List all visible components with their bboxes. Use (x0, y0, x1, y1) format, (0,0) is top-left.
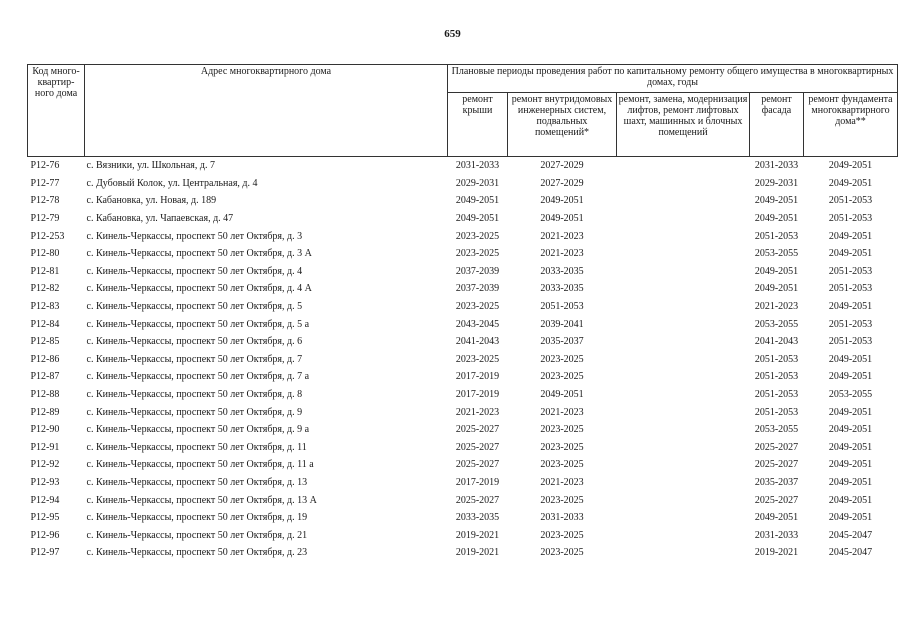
table-row (28, 227, 898, 245)
cell-code: P12-78 (30, 195, 60, 207)
cell-foundation: 2049-2051 (828, 406, 873, 418)
table-row (28, 368, 898, 386)
cell-roof: 2019-2021 (455, 547, 500, 559)
cell-lifts (617, 175, 750, 193)
cell-engineering: 2021-2023 (540, 230, 584, 242)
cell-roof: 2019-2021 (455, 529, 500, 541)
cell-engineering: 2049-2051 (540, 213, 584, 225)
cell-lifts (617, 192, 750, 210)
cell-address: с. Кинель-Черкассы, проспект 50 лет Октября, д. 23 (86, 547, 308, 559)
table-row (28, 315, 898, 333)
table-row (28, 421, 898, 439)
cell-engineering: 2033-2035 (540, 283, 584, 295)
cell-address: с. Кинель-Черкассы, проспект 50 лет Октября, д. 7 а (86, 371, 310, 383)
cell-foundation: 2051-2053 (828, 213, 873, 225)
header-roof: ремонт крыши (448, 93, 508, 157)
cell-roof: 2025-2027 (455, 459, 500, 471)
cell-code: P12-94 (30, 494, 60, 506)
cell-foundation: 2045-2047 (828, 547, 873, 559)
cell-facade: 2025-2027 (754, 441, 799, 453)
cell-code: P12-81 (30, 265, 60, 277)
cell-lifts (617, 227, 750, 245)
cell-lifts (617, 280, 750, 298)
header-address: Адрес многоквартирного дома (85, 65, 448, 157)
cell-facade: 2019-2021 (754, 547, 799, 559)
cell-code: P12-80 (30, 248, 60, 260)
table-row (28, 263, 898, 281)
cell-lifts (617, 263, 750, 281)
table-row (28, 351, 898, 369)
cell-engineering: 2049-2051 (540, 195, 584, 207)
cell-engineering: 2023-2025 (540, 547, 584, 559)
cell-code: P12-82 (30, 283, 60, 295)
cell-engineering: 2051-2053 (540, 301, 584, 313)
cell-address: с. Кинель-Черкассы, проспект 50 лет Октября, д. 11 а (86, 459, 314, 471)
cell-facade: 2051-2053 (754, 371, 799, 383)
cell-code: P12-77 (30, 177, 60, 189)
cell-code: P12-93 (30, 476, 60, 488)
cell-address: с. Кинель-Черкассы, проспект 50 лет Октября, д. 4 (86, 265, 303, 277)
cell-facade: 2021-2023 (754, 301, 799, 313)
cell-lifts (617, 315, 750, 333)
cell-facade: 2049-2051 (754, 512, 799, 524)
cell-facade: 2031-2033 (754, 529, 799, 541)
cell-address: с. Кинель-Черкассы, проспект 50 лет Октября, д. 9 (86, 406, 303, 418)
cell-code: P12-85 (30, 336, 60, 348)
cell-code: P12-79 (30, 213, 60, 225)
cell-foundation: 2049-2051 (828, 459, 873, 471)
cell-facade: 2051-2053 (754, 353, 799, 365)
header-foundation: ремонт фундамента многоквартирного дома** (804, 93, 898, 157)
cell-facade: 2051-2053 (754, 230, 799, 242)
cell-code: P12-86 (30, 353, 60, 365)
cell-address: с. Кинель-Черкассы, проспект 50 лет Октября, д. 3 А (86, 248, 312, 260)
cell-roof: 2031-2033 (455, 160, 500, 172)
cell-lifts (617, 386, 750, 404)
table-row (28, 245, 898, 263)
cell-foundation: 2049-2051 (828, 494, 873, 506)
header-lifts: ремонт, замена, модернизация лифтов, ремонт лифтовых шахт, машинных и блочных помещений (617, 93, 750, 157)
cell-foundation: 2049-2051 (828, 248, 873, 260)
cell-lifts (617, 245, 750, 263)
cell-code: P12-91 (30, 441, 60, 453)
page-number: 659 (444, 28, 461, 40)
cell-engineering: 2023-2025 (540, 424, 584, 436)
cell-facade: 2029-2031 (754, 177, 799, 189)
table-row (28, 298, 898, 316)
cell-lifts (617, 403, 750, 421)
cell-code: P12-88 (30, 389, 60, 401)
cell-lifts (617, 456, 750, 474)
cell-engineering: 2023-2025 (540, 459, 584, 471)
cell-code: P12-89 (30, 406, 60, 418)
cell-facade: 2053-2055 (754, 424, 799, 436)
cell-address: с. Кинель-Черкассы, проспект 50 лет Октября, д. 4 А (86, 283, 312, 295)
cell-lifts (617, 509, 750, 527)
cell-facade: 2041-2043 (754, 336, 799, 348)
cell-facade: 2025-2027 (754, 494, 799, 506)
cell-code: P12-83 (30, 301, 60, 313)
cell-facade: 2049-2051 (754, 265, 799, 277)
cell-address: с. Кинель-Черкассы, проспект 50 лет Октября, д. 6 (86, 336, 303, 348)
cell-lifts (617, 421, 750, 439)
cell-roof: 2025-2027 (455, 424, 500, 436)
cell-foundation: 2049-2051 (828, 301, 873, 313)
cell-address: с. Кинель-Черкассы, проспект 50 лет Октября, д. 3 (86, 230, 303, 242)
cell-address: с. Кинель-Черкассы, проспект 50 лет Октября, д. 21 (86, 529, 308, 541)
cell-facade: 2051-2053 (754, 389, 799, 401)
table-row (28, 192, 898, 210)
cell-address: с. Кинель-Черкассы, проспект 50 лет Октября, д. 8 (86, 389, 303, 401)
cell-foundation: 2051-2053 (828, 283, 873, 295)
cell-lifts (617, 157, 750, 175)
table-row (28, 386, 898, 404)
cell-lifts (617, 210, 750, 228)
cell-address: с. Дубовый Колок, ул. Центральная, д. 4 (86, 177, 258, 189)
cell-foundation: 2049-2051 (828, 476, 873, 488)
cell-foundation: 2051-2053 (828, 265, 873, 277)
cell-code: P12-84 (30, 318, 60, 330)
cell-lifts (617, 474, 750, 492)
table-row (28, 439, 898, 457)
cell-engineering: 2023-2025 (540, 494, 584, 506)
cell-address: с. Кинель-Черкассы, проспект 50 лет Октября, д. 9 а (86, 424, 310, 436)
cell-address: с. Кабановка, ул. Чапаевская, д. 47 (86, 213, 234, 225)
table-body (28, 157, 898, 562)
cell-address: с. Кинель-Черкассы, проспект 50 лет Октября, д. 7 (86, 353, 303, 365)
cell-facade: 2049-2051 (754, 283, 799, 295)
cell-foundation: 2049-2051 (828, 512, 873, 524)
cell-lifts (617, 526, 750, 544)
cell-address: с. Кинель-Черкассы, проспект 50 лет Октября, д. 5 (86, 301, 303, 313)
cell-roof: 2023-2025 (455, 248, 500, 260)
cell-code: P12-92 (30, 459, 60, 471)
header-engineering: ремонт внутридомовых инженерных систем, подвальных помещений* (508, 93, 617, 157)
cell-engineering: 2049-2051 (540, 389, 584, 401)
cell-lifts (617, 368, 750, 386)
cell-roof: 2037-2039 (455, 265, 500, 277)
table-row (28, 544, 898, 562)
table-row (28, 526, 898, 544)
cell-roof: 2037-2039 (455, 283, 500, 295)
cell-facade: 2035-2037 (754, 476, 799, 488)
cell-foundation: 2049-2051 (828, 177, 873, 189)
cell-facade: 2025-2027 (754, 459, 799, 471)
cell-foundation: 2049-2051 (828, 353, 873, 365)
cell-roof: 2023-2025 (455, 230, 500, 242)
cell-engineering: 2027-2029 (540, 177, 584, 189)
table-row (28, 157, 898, 175)
table-row (28, 491, 898, 509)
cell-facade: 2031-2033 (754, 160, 799, 172)
cell-foundation: 2049-2051 (828, 441, 873, 453)
cell-foundation: 2049-2051 (828, 230, 873, 242)
cell-code: P12-90 (30, 424, 60, 436)
cell-roof: 2017-2019 (455, 476, 500, 488)
cell-address: с. Кинель-Черкассы, проспект 50 лет Октября, д. 5 а (86, 318, 310, 330)
cell-lifts (617, 333, 750, 351)
cell-code: P12-95 (30, 512, 60, 524)
cell-engineering: 2027-2029 (540, 160, 584, 172)
cell-address: с. Кинель-Черкассы, проспект 50 лет Октября, д. 13 (86, 476, 308, 488)
cell-code: P12-253 (30, 230, 65, 242)
cell-engineering: 2021-2023 (540, 248, 584, 260)
cell-engineering: 2023-2025 (540, 371, 584, 383)
cell-engineering: 2039-2041 (540, 318, 584, 330)
cell-engineering: 2021-2023 (540, 476, 584, 488)
table-row (28, 509, 898, 527)
cell-lifts (617, 544, 750, 562)
cell-code: P12-76 (30, 160, 60, 172)
cell-roof: 2029-2031 (455, 177, 500, 189)
cell-foundation: 2049-2051 (828, 371, 873, 383)
header-code: Код много-квартир-ного дома (28, 65, 85, 157)
table-row (28, 403, 898, 421)
cell-lifts (617, 351, 750, 369)
cell-code: P12-96 (30, 529, 60, 541)
cell-foundation: 2045-2047 (828, 529, 873, 541)
cell-foundation: 2049-2051 (828, 160, 873, 172)
cell-lifts (617, 439, 750, 457)
cell-engineering: 2023-2025 (540, 529, 584, 541)
table-row (28, 175, 898, 193)
cell-foundation: 2053-2055 (828, 389, 873, 401)
cell-engineering: 2023-2025 (540, 353, 584, 365)
cell-facade: 2051-2053 (754, 406, 799, 418)
cell-lifts (617, 491, 750, 509)
cell-engineering: 2033-2035 (540, 265, 584, 277)
cell-facade: 2053-2055 (754, 318, 799, 330)
table-row (28, 280, 898, 298)
cell-roof: 2041-2043 (455, 336, 500, 348)
cell-address: с. Кинель-Черкассы, проспект 50 лет Октября, д. 11 (86, 441, 307, 453)
cell-roof: 2049-2051 (455, 195, 500, 207)
table-row (28, 456, 898, 474)
cell-engineering: 2021-2023 (540, 406, 584, 418)
cell-address: с. Кинель-Черкассы, проспект 50 лет Октября, д. 13 А (86, 494, 317, 506)
cell-roof: 2017-2019 (455, 371, 500, 383)
cell-address: с. Кабановка, ул. Новая, д. 189 (86, 195, 217, 207)
cell-engineering: 2031-2033 (540, 512, 584, 524)
capital-repair-table (27, 64, 898, 562)
cell-facade: 2049-2051 (754, 213, 799, 225)
header-periods-group: Плановые периоды проведения работ по капитальному ремонту общего имущества в многоквартирных домах, годы (448, 65, 898, 93)
cell-roof: 2049-2051 (455, 213, 500, 225)
cell-lifts (617, 298, 750, 316)
cell-roof: 2025-2027 (455, 494, 500, 506)
cell-roof: 2021-2023 (455, 406, 500, 418)
cell-address: с. Вязники, ул. Школьная, д. 7 (86, 160, 215, 172)
cell-code: P12-87 (30, 371, 60, 383)
cell-roof: 2023-2025 (455, 353, 500, 365)
cell-foundation: 2049-2051 (828, 424, 873, 436)
cell-roof: 2043-2045 (455, 318, 500, 330)
cell-facade: 2053-2055 (754, 248, 799, 260)
table-row (28, 210, 898, 228)
cell-roof: 2023-2025 (455, 301, 500, 313)
cell-engineering: 2035-2037 (540, 336, 584, 348)
cell-address: с. Кинель-Черкассы, проспект 50 лет Октября, д. 19 (86, 512, 308, 524)
cell-foundation: 2051-2053 (828, 195, 873, 207)
header-facade: ремонт фасада (750, 93, 804, 157)
cell-roof: 2033-2035 (455, 512, 500, 524)
table-row (28, 474, 898, 492)
cell-foundation: 2051-2053 (828, 336, 873, 348)
table-row (28, 333, 898, 351)
cell-roof: 2025-2027 (455, 441, 500, 453)
cell-code: P12-97 (30, 547, 60, 559)
cell-roof: 2017-2019 (455, 389, 500, 401)
cell-facade: 2049-2051 (754, 195, 799, 207)
cell-engineering: 2023-2025 (540, 441, 584, 453)
cell-foundation: 2051-2053 (828, 318, 873, 330)
